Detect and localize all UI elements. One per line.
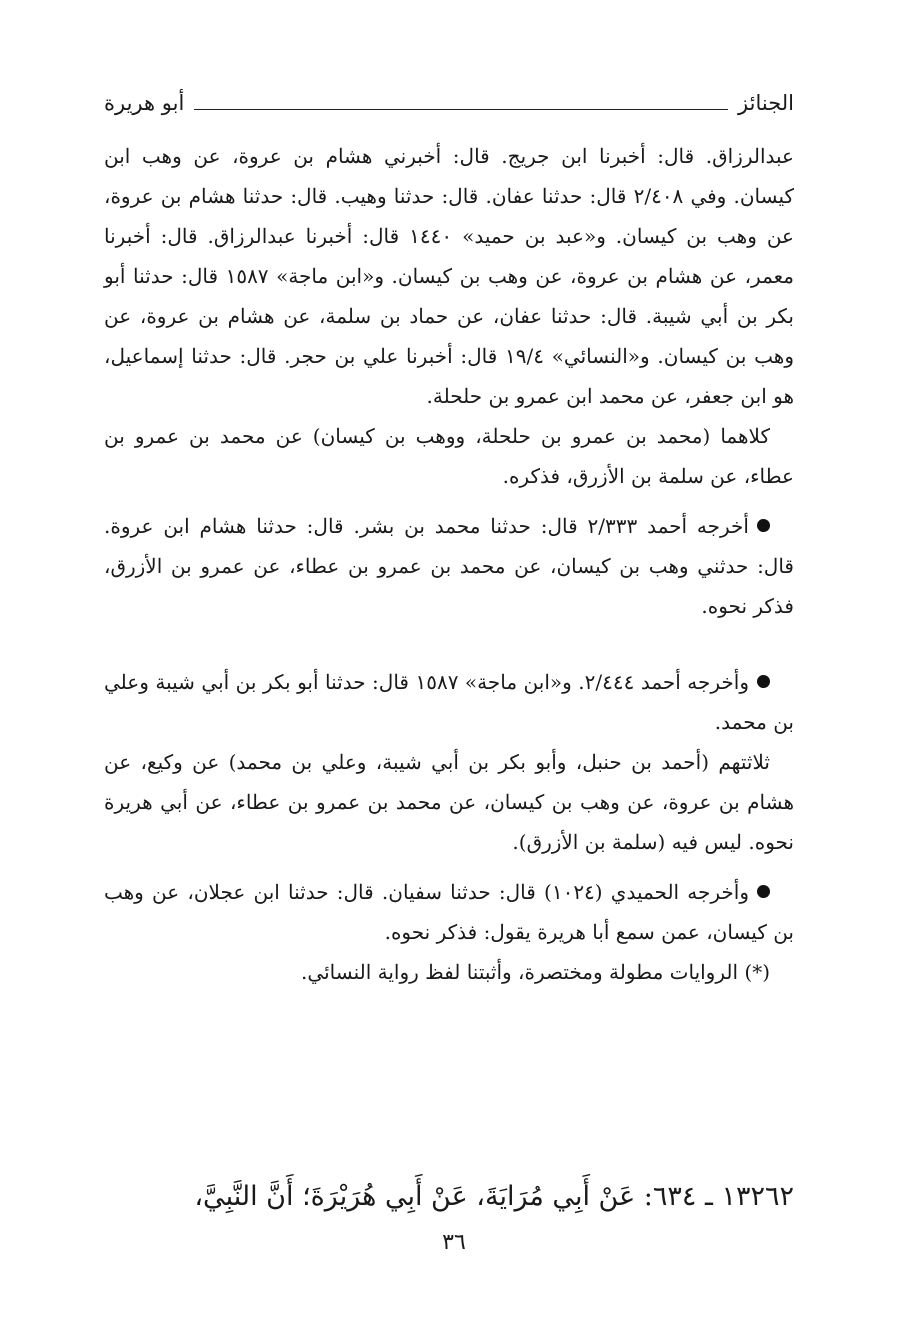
header-rule [194, 109, 728, 110]
header-narrator-name: أبو هريرة [104, 91, 185, 115]
paragraph-humaydi-text: وأخرجه الحميدي (١٠٢٤) قال: حدثنا سفيان. قال: حدثنا ابن عجلان، عن وهب بن كيسان، عمن سمع أبا هريرة يقول: فذكر نحوه. [104, 880, 794, 944]
bullet-icon [757, 519, 770, 532]
footnote-note: (*) الروايات مطولة ومختصرة، وأثبتنا لفظ رواية النسائي. [301, 960, 770, 984]
paragraph-humaydi [104, 872, 794, 952]
page-number: ٣٦ [442, 1230, 466, 1255]
main-text [104, 136, 794, 992]
paragraph-sources: عبدالرزاق. قال: أخبرنا ابن جريج. قال: أخبرني هشام بن عروة، عن وهب ابن كيسان. وفي ٢/٤٠٨ قال: حدثنا عفان. قال: حدثنا وهيب. قال: حدثنا هشام بن عروة، عن وهب بن كيسان. و«عبد بن حميد» ١٤٤٠ قال: أخبرنا عبدالرزاق. قال: أخبرنا معمر، عن هشام بن عروة، عن وهب بن كيسان. و«ابن ماجة» ١٥٨٧ قال: حدثنا أبو بكر بن أبي شيبة. قال: حدثنا عفان، عن حماد بن سلمة، عن هشام بن عروة، عن وهب بن كيسان. و«النسائي» ١٩/٤ قال: أخبرنا علي بن حجر. قال: حدثنا إسماعيل، هو ابن جعفر، عن محمد ابن عمرو بن حلحلة. [104, 144, 795, 408]
running-header [104, 86, 794, 120]
paragraph-ahmad-333 [104, 506, 794, 626]
header-chapter-title: الجنائز [738, 91, 794, 115]
paragraph-both-chains: كلاهما (محمد بن عمرو بن حلحلة، ووهب بن كيسان) عن محمد بن عمرو بن عطاء، عن سلمة بن الأزرق، فذكره. [104, 424, 794, 488]
paragraph-ahmad-444-text: وأخرجه أحمد ٢/٤٤٤. و«ابن ماجة» ١٥٨٧ قال: حدثنا أبو بكر بن أبي شيبة وعلي بن محمد. [104, 670, 794, 734]
bullet-icon [757, 675, 770, 688]
hadith-heading: ١٣٢٦٢ ـ ٦٣٤: عَنْ أَبِي مُرَايَةَ، عَنْ أَبِي هُرَيْرَةَ؛ أَنَّ النَّبِيَّ، [194, 1181, 794, 1212]
paragraph-ahmad-333-text: أخرجه أحمد ٢/٣٣٣ قال: حدثنا محمد بن بشر. قال: حدثنا هشام ابن عروة. قال: حدثني وهب بن كيسان، عن محمد بن عمرو بن عطاء، عن عمرو بن الأزرق، فذكر نحوه. [104, 514, 794, 618]
bullet-icon [757, 885, 770, 898]
paragraph-ahmad-444 [104, 662, 794, 742]
paragraph-three-narrators: ثلاثتهم (أحمد بن حنبل، وأبو بكر بن أبي شيبة، وعلي بن محمد) عن وكيع، عن هشام بن عروة، عن وهب بن كيسان، عن محمد بن عمرو بن عطاء، عن أبي هريرة نحوه. ليس فيه (سلمة بن الأزرق). [104, 750, 794, 854]
